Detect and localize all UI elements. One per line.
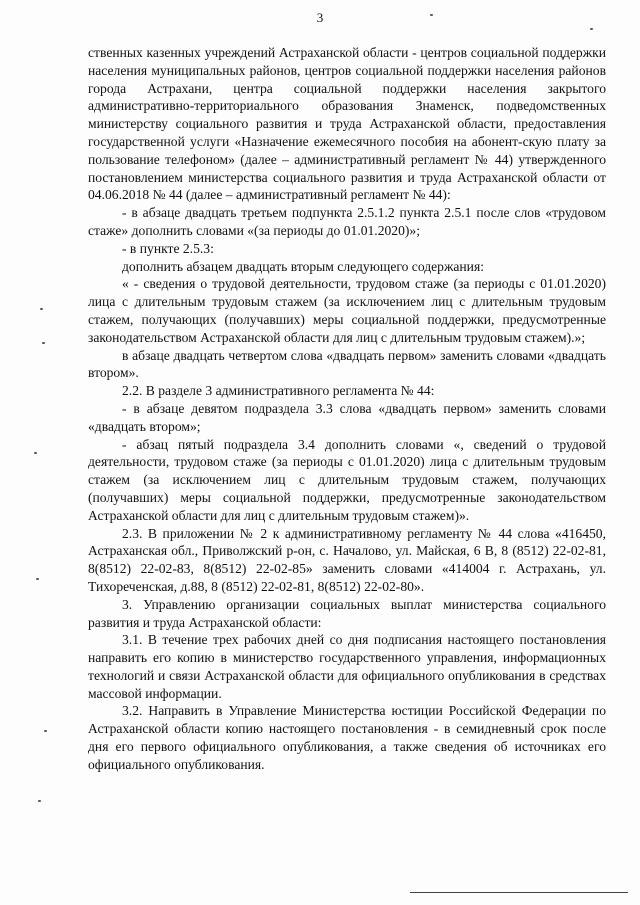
scan-artifact (44, 730, 47, 732)
paragraph-12: 3.2. Направить в Управление Министерства юстиции Российской Федерации по Астраханской области копию настоящего постановления - в семидневный срок после дня его первого официального опубликования, а также сведения об источниках его официального опубликования. (88, 703, 606, 772)
paragraph-11: 3.1. В течение трех рабочих дней со дня подписания настоящего постановления направить его копию в министерство государственного управления, информационных технологий и связи Астраханской области для официального опубликования в средствах массовой информации. (88, 632, 606, 701)
document-body (88, 44, 606, 774)
paragraph-6: 2.2. В разделе 3 административного регламента № 44: (122, 383, 435, 399)
page-number: 3 (316, 10, 324, 25)
scan-artifact (430, 14, 433, 16)
scan-artifact (42, 342, 45, 344)
scan-artifact (40, 308, 43, 310)
paragraph-2: - в пункте 2.5.3: (122, 240, 214, 256)
paragraph-0: ственных казенных учреждений Астраханской области - центров социальной поддержки населения муниципальных районов, центров социальной поддержки населения районов города Астрахани, центра социальной поддержки населения закрытого административно-территориального образования Знаменск, подведомственных министерству социального развития и труда Астраханской области, предоставления государственной услуги «Назначение ежемесячного пособия на абонент-скую плату за пользование телефоном» (далее – административный регламент № 44) утвержденного постановлением министерства социального развития и труда Астраханской области от 04.06.2018 № 44 (далее – административный регламент № 44): (88, 45, 606, 203)
paragraph-3: дополнить абзацем двадцать вторым следующего содержания: (122, 258, 484, 274)
paragraph-8: - абзац пятый подраздела 3.4 дополнить словами «, сведений о трудовой деятельности, трудовом стаже (за периоды с 01.01.2020) лица с длительным трудовым стажем (за исключением лиц с длительным трудовым стажем, получающих (получавших) меры социальной поддержки, предусмотренные законодательством Астраханской области для лиц с длительным трудовым стажем)». (88, 436, 606, 523)
scan-artifact (36, 578, 39, 580)
scan-artifact (34, 452, 37, 454)
paragraph-1: - в абзаце двадцать третьем подпункта 2.5.1.2 пункта 2.5.1 после слов «трудовом стаже» дополнить словами «(за периоды до 01.01.2020)»; (88, 205, 606, 238)
scan-artifact (38, 800, 41, 802)
scan-artifact (410, 892, 628, 893)
paragraph-5: в абзаце двадцать четвертом слова «двадцать первом» заменить словами «двадцать втором». (88, 347, 606, 381)
paragraph-9: 2.3. В приложении № 2 к административному регламенту № 44 слова «416450, Астраханская обл., Приволжский р-он, с. Началово, ул. Майская, 6 В, 8 (8512) 22-02-81, 8(8512) 22-02-83, 8(8512) 22-02-85» заменить словами «414004 г. Астрахань, ул. Тихореченская, д.88, 8 (8512) 22-02-81, 8(8512) 22-02-80». (88, 525, 606, 594)
scan-artifact (590, 28, 593, 30)
paragraph-7: - в абзаце девятом подраздела 3.3 слова «двадцать первом» заменить словами «двадцать втором»; (88, 400, 606, 434)
paragraph-10: 3. Управлению организации социальных выплат министерства социального развития и труда Астраханской области: (88, 596, 606, 630)
paragraph-4: « - сведения о трудовой деятельности, трудовом стаже (за периоды с 01.01.2020) лица с длительным трудовым стажем (за исключением лиц с длительным трудовым стажем, получающих (получавших) меры социальной поддержки, предусмотренные законодательством Астраханской области для лиц с длительным трудовым стажем).»; (88, 276, 606, 345)
